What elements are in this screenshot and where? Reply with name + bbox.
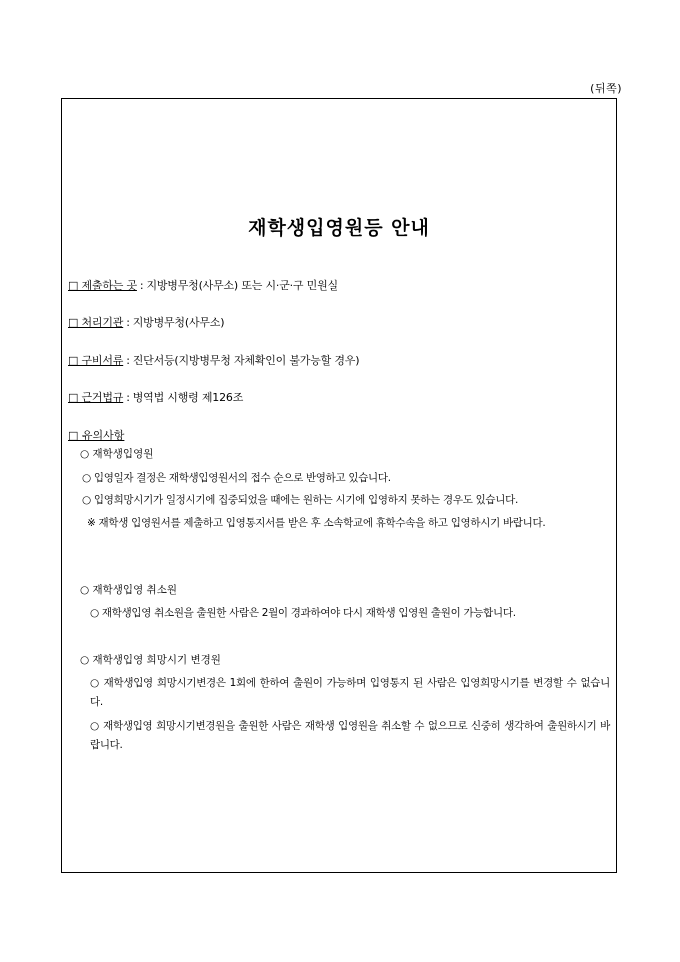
document-frame [61, 98, 617, 873]
field-label: □ 구비서류 [68, 354, 124, 367]
notes-line: ○ 입영일자 결정은 재학생입영원서의 접수 순으로 반영하고 있습니다. [82, 472, 391, 484]
notes-section-title: ○ 재학생입영 희망시기 변경원 [80, 654, 221, 666]
field-value: 병역법 시행령 제126조 [132, 391, 244, 404]
notes-heading: □ 유의사항 [68, 429, 125, 442]
notes-line: ○ 입영희망시기가 일정시기에 집중되었을 때에는 원하는 시기에 입영하지 못하는 경우도 있습니다. [82, 494, 518, 506]
notes-line: ○ 재학생입영 취소원을 출원한 사람은 2월이 경과하여야 다시 재학생 입영원 출원이 가능합니다. [90, 607, 516, 619]
field-submission-place: □ 제출하는 곳 : 지방병무청(사무소) 또는 시·군·구 민원실 [68, 279, 338, 292]
field-processing-agency: □ 처리기관 : 지방병무청(사무소) [68, 316, 225, 329]
field-required-documents: □ 구비서류 : 진단서등(지방병무청 자체확인이 불가능할 경우) [68, 354, 360, 367]
notes-line: ○ 재학생입영 희망시기변경원을 출원한 사람은 재학생 입영원을 취소할 수 없으므로 신중히 생각하여 출원하시기 바랍니다. [90, 720, 610, 751]
notes-section-title: ○ 재학생입영 취소원 [80, 584, 177, 596]
page-side-label: (뒤쪽) [590, 82, 622, 95]
field-legal-basis: □ 근거법규 : 병역법 시행령 제126조 [68, 391, 244, 404]
field-value: 지방병무청(사무소) [132, 316, 225, 329]
document-title: 재학생입영원등 안내 [248, 217, 430, 239]
notes-line: ○ 재학생입영 희망시기변경은 1회에 한하여 출원이 가능하며 입영통지 된 사람은 입영희망시기를 변경할 수 없습니다. [90, 677, 610, 708]
field-value: 지방병무청(사무소) 또는 시·군·구 민원실 [146, 279, 338, 292]
field-label: □ 근거법규 [68, 391, 124, 404]
field-label: □ 처리기관 [68, 316, 124, 329]
notes-line: ※ 재학생 입영원서를 제출하고 입영통지서를 받은 후 소속학교에 휴학수속을 하고 입영하시기 바랍니다. [87, 517, 546, 529]
field-value: 진단서등(지방병무청 자체확인이 불가능할 경우) [132, 354, 360, 367]
notes-section-title: ○ 재학생입영원 [80, 448, 154, 460]
field-label: □ 제출하는 곳 [68, 279, 137, 292]
